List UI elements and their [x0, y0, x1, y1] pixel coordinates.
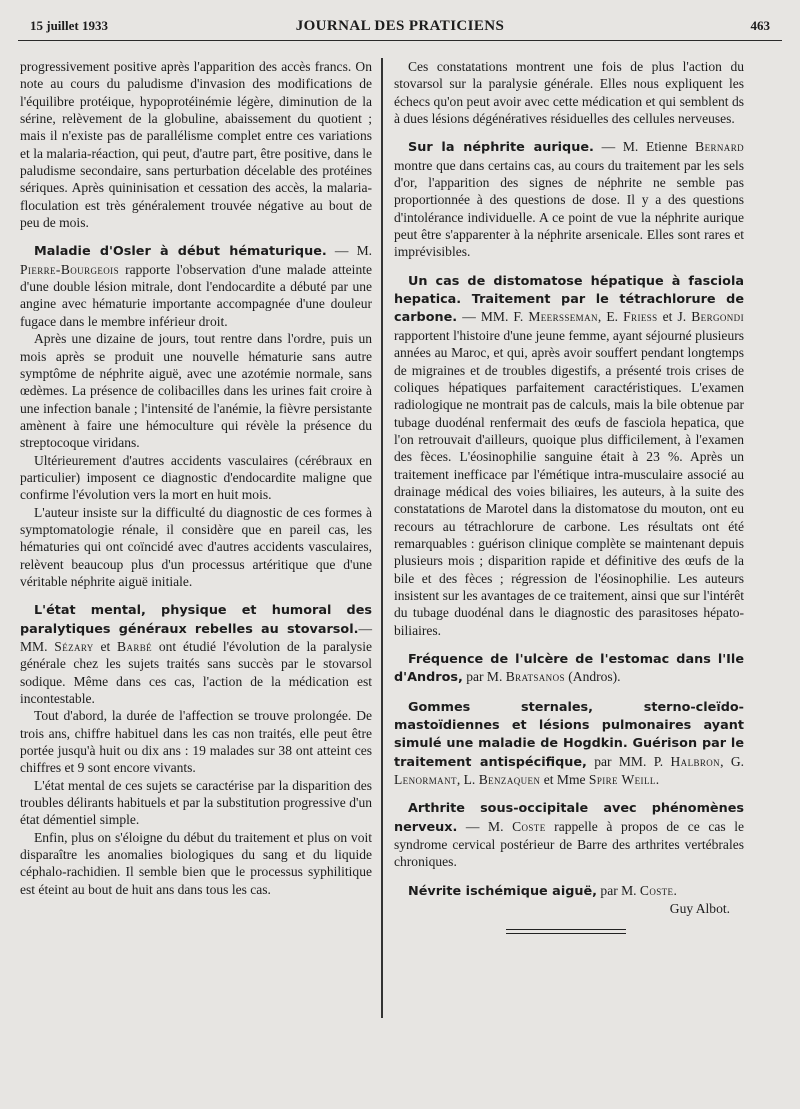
article-text-nephrite: montre que dans certains cas, au cours du traitement par les sels d'or, l'apparition des signes de néphrite ne semble pas proportionnée à des questions de dose. Il y a des questions d'intolérance individuelle. A ce point de vue la néphrite aurique peut être s'apparenter à la néphrite arsenicale. Elles sont rares et imprévisibles. [394, 157, 744, 260]
author-name: Barbé [117, 639, 153, 654]
author-name: Lenormant [394, 772, 457, 788]
article-gommes [394, 698, 744, 789]
article-osler [20, 242, 372, 330]
paragraph-stovarsol-2: Tout d'abord, la durée de l'affection se trouve prolongée. De trois ans, chiffre habituel dans les cas non traités, elle peut être portée jusqu'à huit ou dix ans : 19 malades sur 38 ont atteint ces chiffres et 9 sont encore vivants. [20, 708, 372, 776]
article-text-arthrite: rappelle à propos de ce cas le syndrome cervical postérieur de Barre des arthrites vertébrales chroniques. [394, 818, 745, 870]
author-name: Benzaquen [478, 772, 541, 788]
text-fragment: par M. [462, 669, 506, 685]
article-nevrite [394, 882, 744, 900]
author-name: Bernard [695, 139, 744, 155]
page-header [18, 18, 782, 41]
paragraph-stovarsol-4: Enfin, plus on s'éloigne du début du traitement et plus on voit disparaître les anomalies biologiques du sang et du liquide céphalo-rachidien. Il semble bien que le processus syphilitique est éteint au bout de huit ans dans tous les cas. [20, 829, 372, 897]
article-title-nephrite: Sur la néphrite aurique. [408, 140, 594, 156]
article-text-stovarsol: ont étudié l'évolution de la paralysie générale chez les sujets traités sans succès par le stovarsol sodique. Même dans ces cas, l'action de la médication est incontestable. [20, 639, 372, 707]
article-title-arthrite: Arthrite sous-occipitale avec phénomènes nerveux. [394, 801, 744, 835]
paragraph-osler-3: Ultérieurement d'autres accidents vasculaires (cérébraux en particulier) imposent ce diagnostic d'endocardite maligne que confirme l'évolution vers la mort en huit mois. [20, 452, 372, 503]
text-fragment: (Andros). [564, 669, 621, 685]
author-name: Coste [512, 818, 546, 834]
text-fragment: — M. Etienne [593, 139, 696, 155]
article-ulcere [394, 650, 744, 687]
page-number: 463 [750, 18, 770, 33]
author-name: Pierre-Bourgeois [20, 261, 119, 277]
paragraph-paludisme: progressivement positive après l'apparition des accès francs. On note au cours du paludisme d'invasion des modifications de l'équilibre protéique, hypoprotéinémie légère, diminution de la sérine, relèvement de la globuline, abaissement du quotient ; mais il n'existe pas de parallélisme complet entre ces variations et la malaria-réaction, qui peut, d'autre part, être positive, dans le paludisme secondaire, sans perturbation décelable des protéines sériques. Après quininisation et cessation des accès, la malaria-floculation est très généralement trouvée négative au bout de peu de mois. [20, 59, 372, 231]
column-divider [381, 58, 383, 1018]
text-fragment: , L. [456, 772, 479, 788]
article-title-nevrite: Névrite ischémique aiguë, [408, 883, 598, 899]
text-fragment: . [673, 882, 677, 898]
text-fragment: par M. [597, 882, 640, 898]
paragraph-stovarsol-3: L'état mental de ces sujets se caractérise par la disparition des troubles délirants habituels et par la substitution progressive d'un état démentiel simple. [20, 777, 372, 828]
journal-title: JOURNAL DES PRATICIENS [295, 18, 505, 34]
text-fragment: et [93, 639, 118, 654]
article-title-stovarsol: L'état mental, physique et humoral des paralytiques généraux rebelles au stovarsol. [20, 603, 372, 637]
right-column [394, 58, 744, 934]
author-name: Meersseman [528, 309, 598, 325]
author-name: Halbron [670, 753, 721, 769]
article-distomatose [394, 272, 744, 639]
article-title-gommes: Gommes sternales, sterno-cleïdo-mastoïdiennes et lésions pulmonaires ayant simulé une maladie de Hogdkin. Guérison par le traitement antispécifique, [394, 699, 744, 770]
author-name: Friess [623, 309, 658, 325]
article-nephrite [394, 138, 744, 260]
text-fragment: , G. [720, 753, 745, 769]
text-fragment: par MM. P. [586, 753, 671, 769]
signature: Guy Albot. [669, 901, 730, 917]
text-fragment: . [655, 772, 660, 788]
text-fragment: et Mme [540, 772, 589, 788]
author-name: Coste [639, 882, 674, 898]
author-name: Bergondi [691, 309, 744, 325]
article-text-distomatose: rapportent l'histoire d'une jeune femme, ayant séjourné plusieurs années au Maroc, et qui, après avoir souffert pendant longtemps de migraines et de troubles digestifs, a présenté trois crises de coliques hépatiques parfaitement caractéristiques. L'examen radiologique ne montrait pas de calculs, mais la bile obtenue par tubage duodénal renfermait des œufs de fasciola hepatica, que l'on retrouvait d'ailleurs, quoique plus difficilement, à l'examen des fèces. L'éosinophilie sanguine était à 23 %. Après un traitement inefficace par l'émétique intra-musculaire associé au drainage médical des voies biliaires, les auteurs, à la suite des constatations de Marotel dans la distomatose du mouton, ont eu recours au tétrachlorure de carbone. Les résultats ont été remarquables : guérison clinique complète se maintenant depuis plusieurs mois ; disparition rapide et définitive des œufs de la bile et des fèces ; régression de l'éosinophilie. Les auteurs insistent sur les avantages de ce traitement, ainsi que sur l'intérêt du tubage duodénal dans le diagnostic des parasitoses hépato-biliaires. [394, 327, 744, 638]
author-name: Bratsanos [505, 669, 565, 685]
author-name: Sézary [54, 639, 94, 654]
article-stovarsol [20, 601, 372, 707]
paragraph-osler-2: Après une dizaine de jours, tout rentre dans l'ordre, puis un mois après se produit une nouvelle hématurie sans autre symptôme de néphrite aiguë, avec une azotémie normale, sans œdèmes. La présence de colibacilles dans les urines fait croire à une infection banale ; l'intensité de l'anémie, la fièvre persistante amènent à faire une hémoculture qui révèle la présence du streptocoque viridans. [20, 331, 372, 451]
left-column [20, 58, 372, 898]
article-title-distomatose: Un cas de distomatose hépatique à fasciola hepatica. Traitement par le tétrachlorure de carbone. [394, 273, 744, 326]
text-fragment: et J. [657, 309, 692, 325]
paragraph-osler-4: L'auteur insiste sur la difficulté du diagnostic de ces formes à symptomatologie rénale, il considère que en pareil cas, les hématuries qui ont coïncidé avec d'autres accidents vasculaires, relèvent beaucoup plus d'un processus artéritique que d'une véritable néphrite aiguë initiale. [20, 504, 372, 589]
end-rule [506, 929, 626, 934]
article-title-osler: Maladie d'Osler à début hématurique. [34, 244, 327, 260]
article-arthrite [394, 799, 744, 870]
author-name: Spire Weill [588, 772, 656, 788]
text-fragment: — M. [457, 818, 513, 834]
text-fragment: — MM. F. [457, 309, 529, 325]
article-title-ulcere: Fréquence de l'ulcère de l'estomac dans l'Ile d'Andros, [394, 652, 744, 686]
text-fragment: , E. [597, 309, 624, 325]
text-fragment: — M. [326, 243, 372, 259]
issue-date: 15 juillet 1933 [30, 18, 108, 33]
text-fragment: — MM. [20, 620, 372, 654]
paragraph-stovarsol-5: Ces constatations montrent une fois de plus l'action du stovarsol sur la paralysie générale. Elles nous expliquent les échecs qu'on peut avoir avec cette médication et qui semblent ds à dues lésions dégénératives résiduelles des cellules nerveuses. [394, 59, 744, 127]
article-text-osler: rapporte l'observation d'une malade atteinte d'une double lésion mitrale, dont l'endocardite a débuté par une angine avec hématurie importante accompagnée d'une douleur fugace dans le membre inférieur droit. [20, 261, 372, 329]
